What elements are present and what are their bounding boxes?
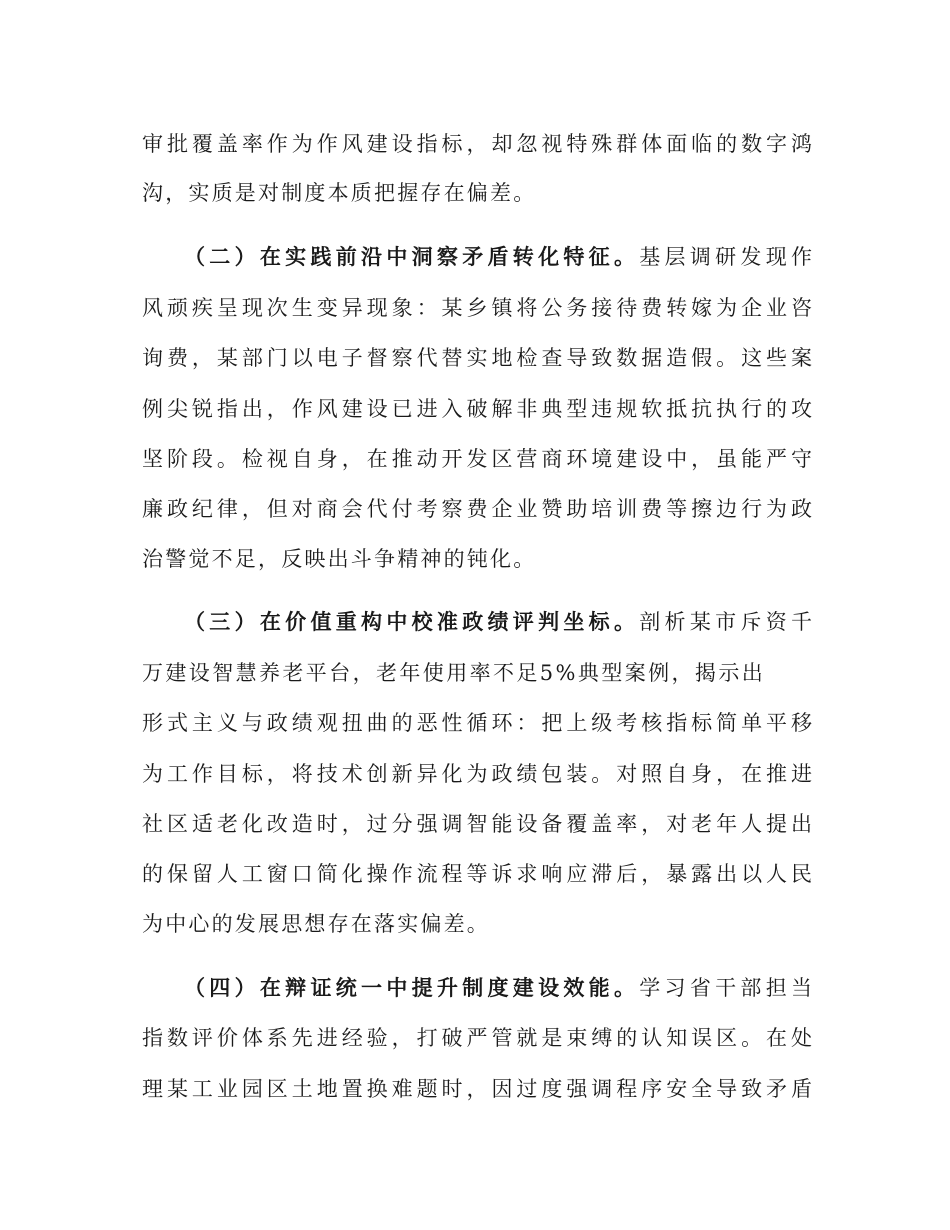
paragraph-3-first-line-text: 剖析某市斥资千 [639,610,812,634]
section-heading-2: （二）在实践前沿中洞察矛盾转化特征。 [184,245,640,269]
paragraph-2-line-4: 例尖锐指出，作风建设已进入破解非典型违规软抵抗执行的攻 [142,397,812,421]
paragraph-2-line-5: 坚阶段。检视自身，在推动开发区营商环境建设中，虽能严守 [142,447,812,471]
paragraph-4-first-line [184,970,812,1006]
paragraph-2-line-3: 询费，某部门以电子督察代替实地检查导致数据造假。这些案 [142,346,812,370]
section-heading-3: （三）在价值重构中校准政绩评判坐标。 [184,610,640,634]
paragraph-3-line-7: 为中心的发展思想存在落实偏差。 [142,912,490,936]
paragraph-2-first-line-text: 基层调研发现作 [639,245,812,269]
paragraph-2-line-2: 风顽疾呈现次生变异现象：某乡镇将公务接待费转嫁为企业咨 [142,296,812,320]
paragraph-3-line-2: 万建设智慧养老平台，老年使用率不足5%典型案例，揭示出 [142,661,766,685]
paragraph-3-line-5: 社区适老化改造时，过分强调智能设备覆盖率，对老年人提出 [142,812,812,836]
paragraph-1-line-1: 审批覆盖率作为作风建设指标，却忽视特殊群体面临的数字鸿 [142,132,812,156]
paragraph-1-line-2: 沟，实质是对制度本质把握存在偏差。 [142,181,537,205]
paragraph-2-line-7: 治警觉不足，反映出斗争精神的钝化。 [142,547,537,571]
paragraph-4-line-3: 理某工业园区土地置换难题时，因过度强调程序安全导致矛盾 [142,1077,812,1101]
paragraph-2-first-line [184,239,812,275]
paragraph-3-line-6: 的保留人工窗口简化操作流程等诉求响应滞后，暴露出以人民 [142,862,812,886]
paragraph-4-first-line-text: 学习省干部担当 [639,976,812,1000]
paragraph-2-line-6: 廉政纪律，但对商会代付考察费企业赞助培训费等擦边行为政 [142,497,812,521]
paragraph-3-line-3: 形式主义与政绩观扭曲的恶性循环：把上级考核指标简单平移 [142,711,812,735]
paragraph-3-first-line [184,604,812,640]
paragraph-3-line-4: 为工作目标，将技术创新异化为政绩包装。对照自身，在推进 [142,762,812,786]
section-heading-4: （四）在辩证统一中提升制度建设效能。 [184,976,640,1000]
paragraph-4-line-2: 指数评价体系先进经验，打破严管就是束缚的认知误区。在处 [142,1026,812,1050]
